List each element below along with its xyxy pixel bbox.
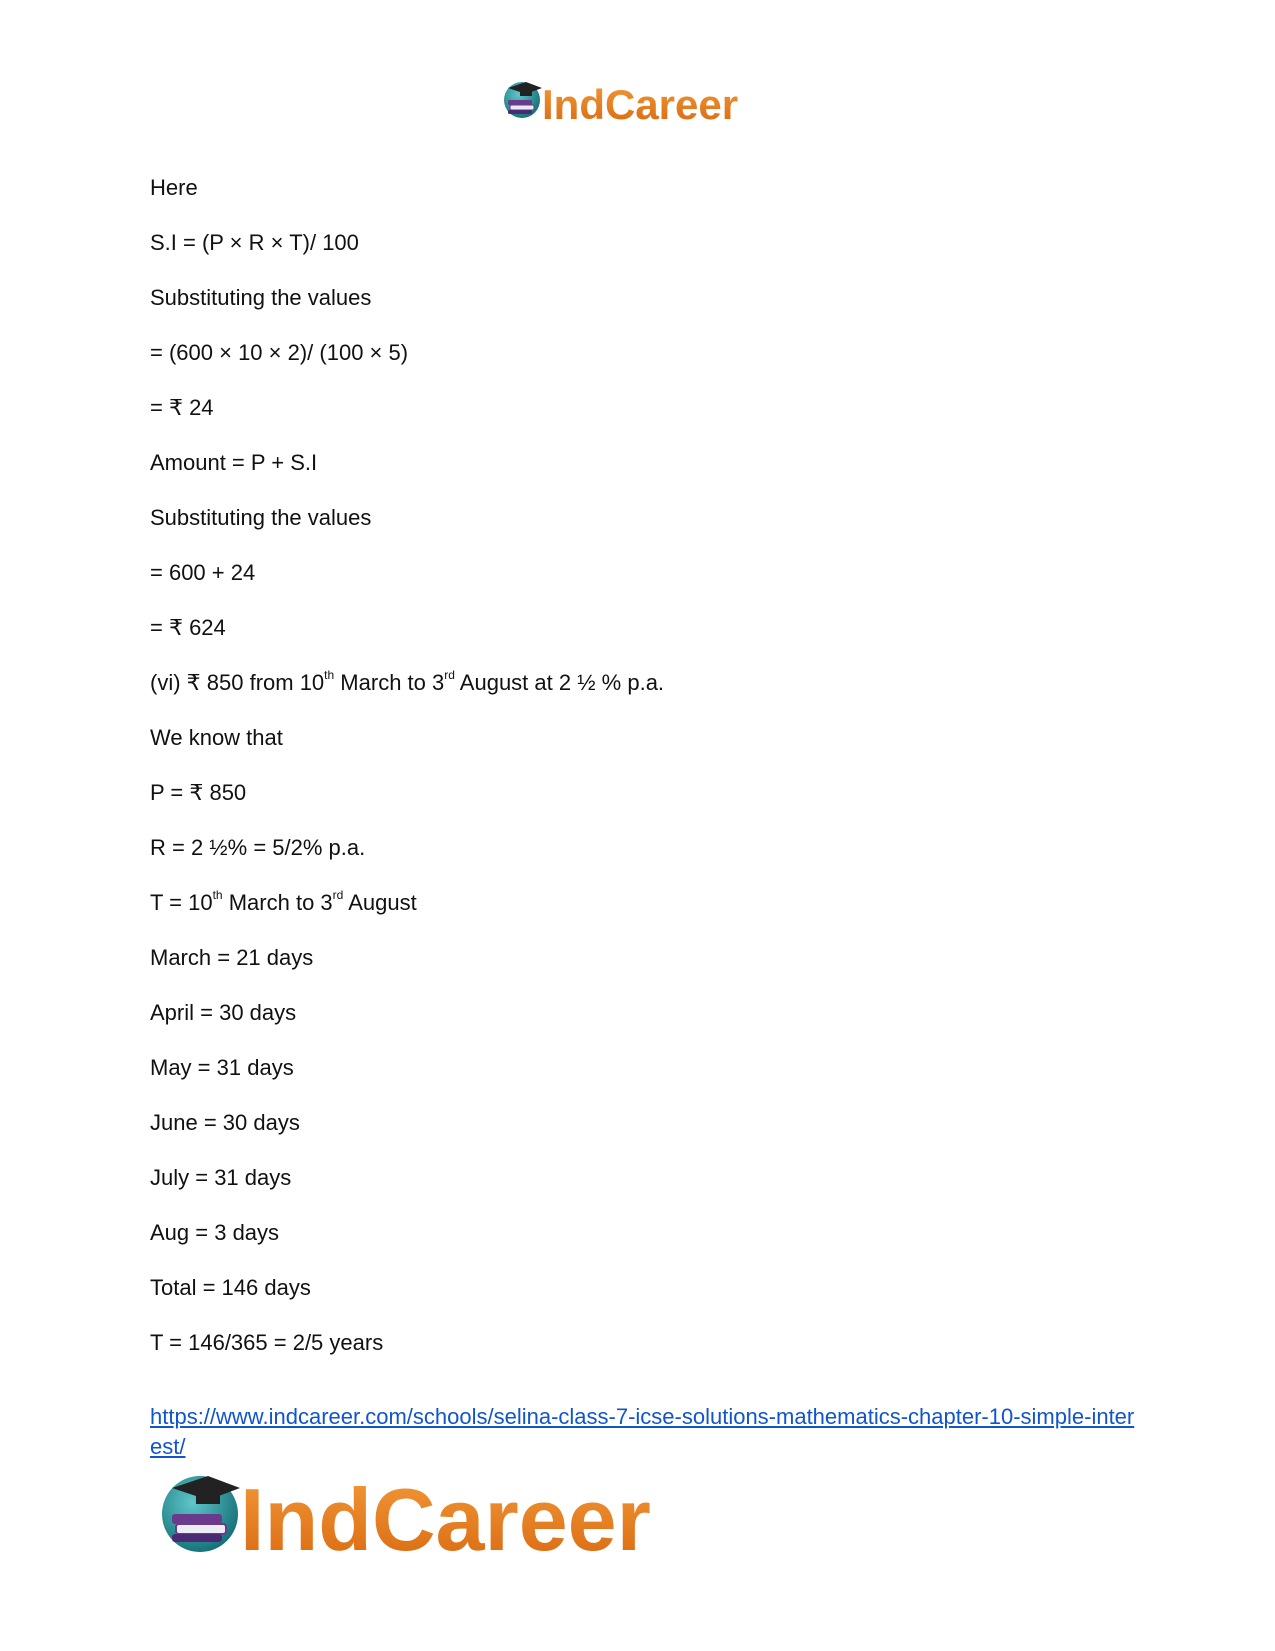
logo-wordmark: IndCareer <box>240 1470 651 1566</box>
formula-line: = 600 + 24 <box>150 560 256 585</box>
total-days-line: Total = 146 days <box>150 1275 311 1300</box>
formula-line: Amount = P + S.I <box>150 450 318 475</box>
indcareer-logo <box>502 78 782 132</box>
formula-line: = (600 × 10 × 2)/ (100 × 5) <box>150 340 409 365</box>
time-text-a: T = 10 <box>150 890 213 915</box>
days-line: March = 21 days <box>150 945 314 970</box>
document-body <box>150 175 1150 1385</box>
time-text-c: August <box>343 890 417 915</box>
question-text-a: (vi) ₹ 850 from 10 <box>150 670 325 695</box>
indcareer-logo-large <box>160 1466 700 1566</box>
days-line: May = 31 days <box>150 1055 294 1080</box>
days-line: Aug = 3 days <box>150 1220 280 1245</box>
result-line: = ₹ 24 <box>150 395 214 420</box>
source-link[interactable]: https://www.indcareer.com/schools/selina-class-7-icse-solutions-mathematics-chapter-10-simple-interest/ <box>150 1404 1135 1459</box>
days-line: June = 30 days <box>150 1110 300 1135</box>
formula-line: R = 2 ½% = 5/2% p.a. <box>150 835 366 860</box>
text-line: Substituting the values <box>150 285 372 310</box>
ordinal-suffix: rd <box>444 667 455 682</box>
text-line: Substituting the values <box>150 505 372 530</box>
graduation-cap-books-globe-icon <box>162 1476 240 1552</box>
formula-line: T = 146/365 = 2/5 years <box>150 1330 384 1355</box>
ordinal-suffix: th <box>324 667 335 682</box>
footer-logo <box>160 1466 700 1566</box>
question-line <box>150 667 1150 696</box>
time-text-b: March to 3 <box>222 890 333 915</box>
question-text-c: August at 2 ½ % p.a. <box>454 670 665 695</box>
question-text-b: March to 3 <box>334 670 445 695</box>
ordinal-suffix: th <box>212 887 223 902</box>
days-line: July = 31 days <box>150 1165 292 1190</box>
logo-wordmark: IndCareer <box>542 81 739 128</box>
formula-line: S.I = (P × R × T)/ 100 <box>150 230 359 255</box>
days-line: April = 30 days <box>150 1000 297 1025</box>
result-line: = ₹ 624 <box>150 615 226 640</box>
text-line: Here <box>150 175 198 200</box>
time-line <box>150 887 1150 916</box>
graduation-cap-books-globe-icon <box>504 82 542 118</box>
header-logo <box>502 78 782 132</box>
formula-line: P = ₹ 850 <box>150 780 247 805</box>
text-line: We know that <box>150 725 283 750</box>
ordinal-suffix: rd <box>332 887 344 902</box>
